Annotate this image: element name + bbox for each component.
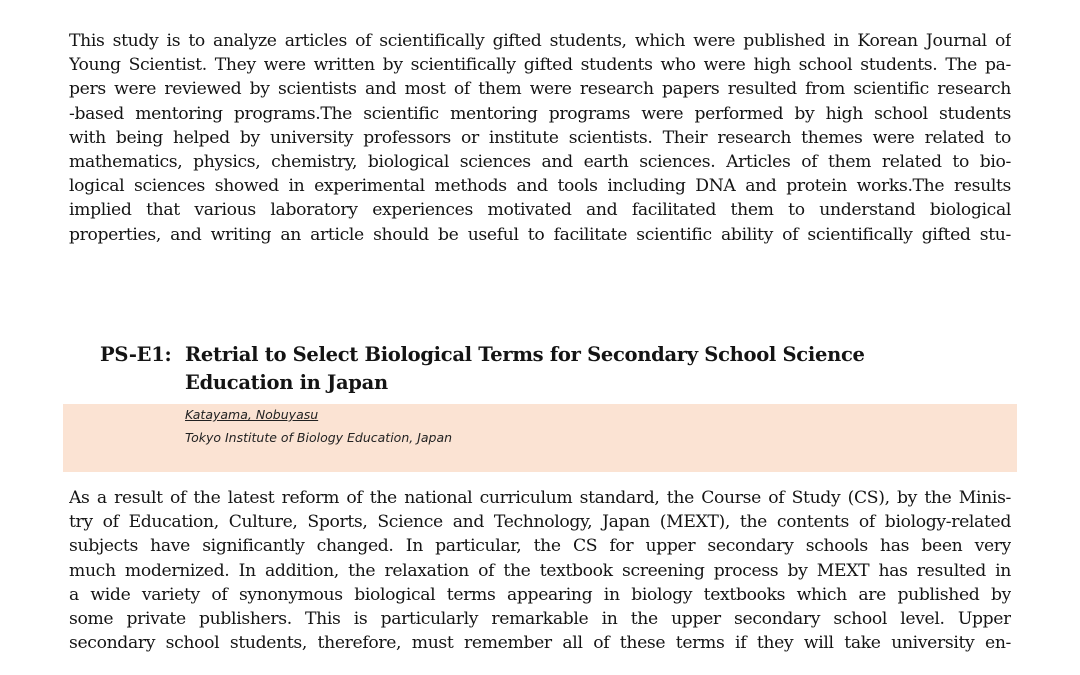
text-line: Young Scientist. They were written by scientifically gifted students who were high school students. The pa-: [69, 55, 1011, 76]
text-line: with being helped by university professors or institute scientists. Their research themes were related to: [69, 127, 1011, 148]
text-line: implied that various laboratory experiences motivated and facilitated them to understand biological: [69, 200, 1011, 221]
abstract-paragraph-previous: [69, 29, 1011, 247]
text-line: mathematics, physics, chemistry, biological sciences and earth sciences. Articles of them related to bio-: [69, 152, 1011, 173]
entry-title: [185, 341, 885, 397]
text-line: properties, and writing an article should be useful to facilitate scientific ability of scientifically gifted stu-: [69, 224, 1011, 245]
author-affiliation: Tokyo Institute of Biology Education, Japan: [185, 430, 453, 445]
text-line: As a result of the latest reform of the national curriculum standard, the Course of Study (CS), by the Minis-: [69, 488, 1011, 508]
text-line: This study is to analyze articles of scientifically gifted students, which were published in Korean Journal of: [69, 31, 1011, 51]
text-line: try of Education, Culture, Sports, Science and Technology, Japan (MEXT), the contents of biology-related: [69, 512, 1011, 533]
author-band: [63, 404, 1017, 472]
entry-title-line: Retrial to Select Biological Terms for Secondary School Science: [185, 343, 865, 366]
entry-title-line: Education in Japan: [185, 371, 388, 394]
entry-code: PS-E1:: [100, 343, 172, 366]
text-line: subjects have significantly changed. In particular, the CS for upper secondary schools has been very: [69, 536, 1011, 557]
abstract-paragraph: [69, 486, 1011, 655]
text-line: logical sciences showed in experimental methods and tools including DNA and protein works.The results: [69, 176, 1011, 197]
author-name: Katayama, Nobuyasu: [185, 407, 319, 422]
text-line: secondary school students, therefore, must remember all of these terms if they will take university en-: [69, 633, 1011, 654]
text-line: some private publishers. This is particularly remarkable in the upper secondary school level. Upper: [69, 609, 1011, 630]
text-line: -based mentoring programs.The scientific mentoring programs were performed by high school students: [69, 103, 1011, 124]
text-line: pers were reviewed by scientists and most of them were research papers resulted from scientific research: [69, 79, 1011, 100]
text-line: much modernized. In addition, the relaxation of the textbook screening process by MEXT has resulted in: [69, 560, 1011, 581]
text-line: a wide variety of synonymous biological terms appearing in biology textbooks which are published by: [69, 584, 1011, 605]
